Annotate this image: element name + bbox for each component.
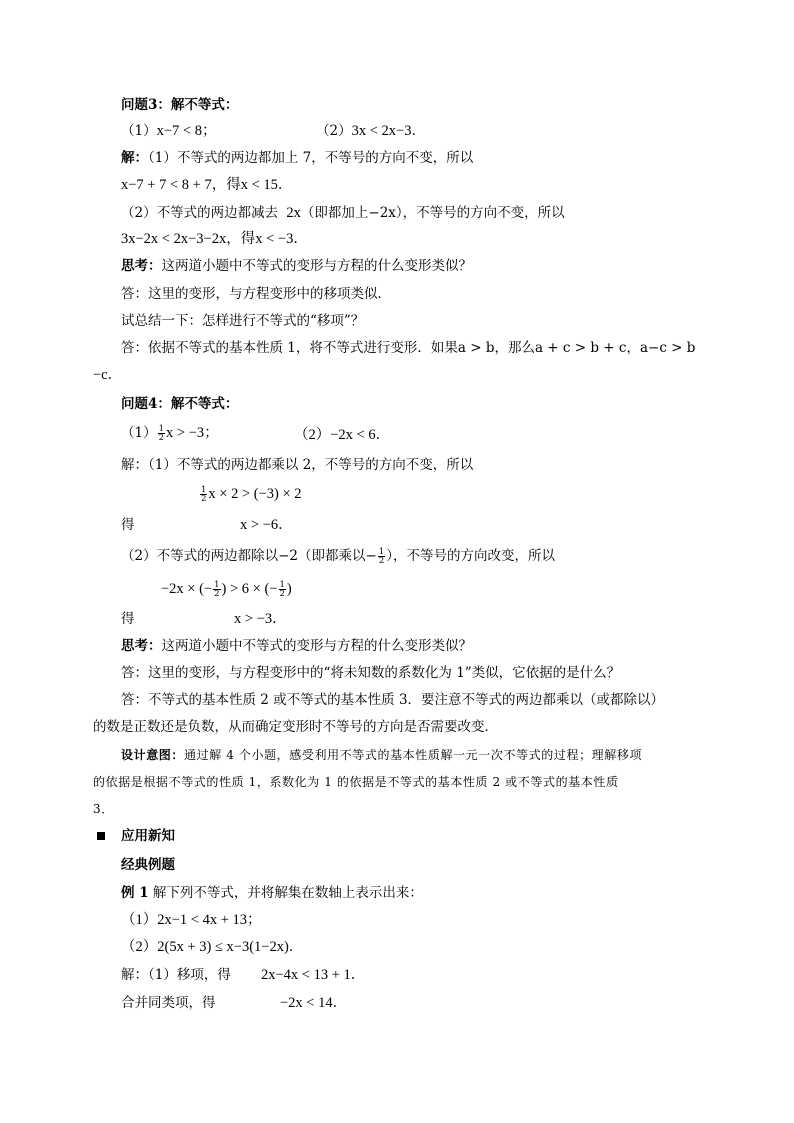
- q3-item2-label: （2）: [316, 123, 352, 139]
- q4-solution1-expr: $\frac{1}{2}$ x × 2 > (−3) × 2: [201, 485, 302, 504]
- example-solution1-expr: 2x−4x < 13 + 1．: [261, 967, 366, 983]
- q4-solution1: 解：（1）不等式的两边都乘以 2，不等号的方向不变，所以: [121, 457, 474, 473]
- q4-think: [121, 637, 472, 655]
- section-bullet: [97, 832, 105, 840]
- example-1: [121, 884, 423, 902]
- q4-result2-expr: x > −3．: [234, 611, 287, 627]
- q4-answer1: 答：这里的变形，与方程变形中的“将未知数的系数化为 1”类似，它依据的是什么？: [121, 665, 621, 681]
- q3-solution1-text: （1）不等式的两边都加上 7，不等号的方向不变，所以: [148, 150, 474, 166]
- q3-think: [121, 257, 472, 275]
- q3-item2-expr: 3x < 2x−3．: [351, 123, 426, 139]
- q4-think-text: 这两道小题中不等式的变形与方程的什么变形类似？: [161, 638, 472, 654]
- q4-solution2-b: ），不等号的方向改变，所以: [386, 548, 555, 564]
- q4-item1-expr: x > −3；: [166, 425, 219, 441]
- subsection-heading: 经典例题: [121, 857, 175, 873]
- example-solution2-label: 合并同类项，得: [121, 995, 216, 1011]
- q3-item2: [316, 122, 426, 140]
- q4-result1-label: 得: [121, 517, 135, 533]
- q4-solution2-a: （2）不等式的两边都除以−2（即都乘以−: [121, 548, 377, 564]
- q3-solution2: [121, 204, 565, 222]
- q4-answer2-line1: 答：不等式的基本性质 2 或不等式的基本性质 3．要注意不等式的两边都乘以（或都除以）: [121, 692, 665, 708]
- q3-think-text: 这两道小题中不等式的变形与方程的什么变形类似？: [161, 258, 472, 274]
- q4-item1: [121, 424, 219, 442]
- q3-solution2-a: （2）不等式的两边都减去: [121, 205, 279, 221]
- q4-solution2-expr-fraction-b: $\frac{1}{2}$: [279, 580, 285, 599]
- q3-solution1: [121, 149, 473, 167]
- q4-solution1-fraction: $\frac{1}{2}$: [201, 485, 207, 504]
- q4-result1-expr: x > −6．: [240, 517, 293, 533]
- q4-item1-fraction: $\frac{1}{2}$: [158, 424, 165, 443]
- q3-answer2-line2: −c．: [93, 367, 123, 383]
- example-1-item1: （1）2x−1 < 4x + 13；: [121, 912, 262, 928]
- q4-solution2-fraction: $\frac{1}{2}$: [378, 547, 385, 566]
- q3-solution-label: 解：: [121, 150, 148, 166]
- q4-result2-label: 得: [121, 611, 135, 627]
- q3-think-label: 思考：: [121, 258, 162, 274]
- example-label: 例 1: [121, 885, 149, 901]
- q4-answer2-line2: 的数是正数还是负数，从而确定变形时不等号的方向是否需要改变．: [93, 719, 498, 735]
- section-heading: 应用新知: [121, 828, 175, 844]
- example-solution2-expr: −2x < 14．: [280, 995, 348, 1011]
- q4-title: 问题4：解不等式：: [121, 396, 239, 412]
- example-text: 解下列不等式，并将解集在数轴上表示出来：: [152, 885, 423, 901]
- q4-solution2-expr-fraction-a: $\frac{1}{2}$: [214, 580, 220, 599]
- q4-item1-label: （1）: [121, 425, 157, 441]
- design-intent-line2: 的依据是根据不等式的性质 1，系数化为 1 的依据是不等式的基本性质 2 或不等式的基本性质: [93, 775, 619, 789]
- q3-answer1: 答：这里的变形，与方程变形中的移项类似．: [121, 286, 391, 302]
- design-intent-line1: 设计意图：通过解 4 个小题，感受利用不等式的基本性质解一元一次不等式的过程；理解移项: [121, 748, 643, 762]
- design-intent-line3: 3．: [93, 802, 114, 816]
- q3-try: 试总结一下：怎样进行不等式的“移项”？: [121, 313, 365, 329]
- example-solution1-label: 解：（1）移项，得: [121, 967, 231, 983]
- design-intent-label: 设计意图：: [121, 748, 185, 762]
- q3-item1-expr: x−7 < 8；: [156, 123, 217, 139]
- q3-answer2-line1: 答：依据不等式的基本性质 1，将不等式进行变形．如果a > b，那么a + c > b + c，a−c > b: [121, 340, 696, 356]
- q4-think-label: 思考：: [121, 638, 162, 654]
- q3-solution2-expr: 3x−2x < 2x−3−2x，得x < −3．: [121, 231, 308, 247]
- q4-solution2: [121, 547, 555, 565]
- q3-title: 问题3：解不等式：: [121, 97, 239, 113]
- q3-solution2-b: 2x: [286, 205, 301, 221]
- q4-item2: （2）−2x < 6．: [294, 427, 391, 443]
- q4-solution2-expr: −2x × (− $\frac{1}{2}$ ) > 6 × (− $\frac{1}{2}$ ): [161, 580, 292, 599]
- q3-solution2-c: （即都加上−2x），不等号的方向不变，所以: [300, 205, 565, 221]
- q3-item1-label: （1）: [121, 123, 157, 139]
- q3-item1: [121, 122, 216, 140]
- example-1-item2: （2）2(5x + 3) ≤ x−3(1−2x)．: [121, 939, 304, 955]
- q3-solution1-expr: x−7 + 7 < 8 + 7，得x < 15．: [121, 177, 293, 193]
